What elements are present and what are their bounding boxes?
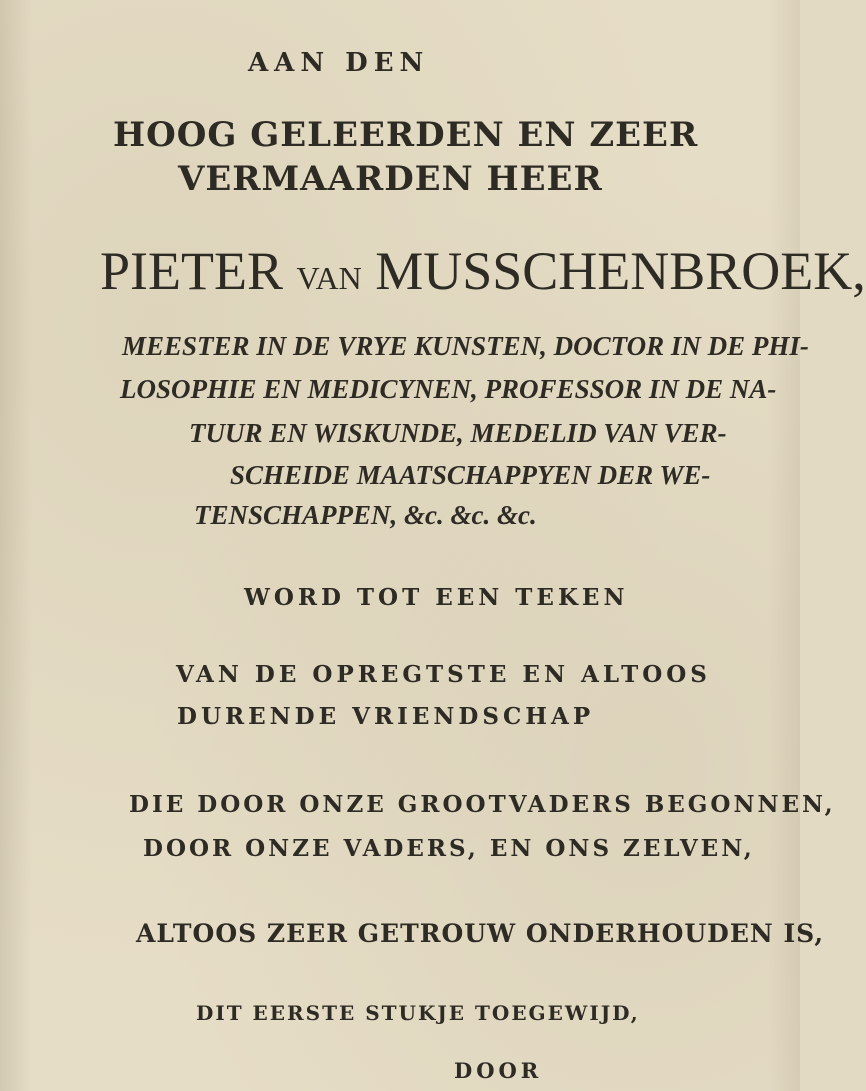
dedicatee-name — [100, 241, 866, 301]
dedicatee-last-name: MUSSCHENBROEK, — [375, 241, 866, 301]
dedication-heading-aan-den: AAN DEN — [248, 48, 430, 78]
dedicatee-title-line-2: LOSOPHIE EN MEDICYNEN, PROFESSOR IN DE NA- — [120, 374, 777, 404]
body-line-onze-vaders: DOOR ONZE VADERS, EN ONS ZELVEN, — [143, 835, 755, 862]
dedicatee-first-name: PIETER — [100, 241, 283, 301]
door-word: DOOR — [454, 1058, 543, 1083]
dedicatee-title-line-5: TENSCHAPPEN, &c. &c. &c. — [194, 500, 537, 530]
body-line-word-tot: WORD TOT EEN TEKEN — [244, 584, 629, 611]
body-line-altoos-getrouw: ALTOOS ZEER GETROUW ONDERHOUDEN IS, — [136, 919, 825, 948]
body-line-van-de-opregtste: VAN DE OPREGTSTE EN ALTOOS — [176, 661, 711, 688]
dedicatee-title-line-3: TUUR EN WISKUNDE, MEDELID VAN VER- — [189, 418, 727, 448]
dedication-line-vermaarden: VERMAARDEN HEER — [178, 159, 603, 199]
dedicatee-title-line-1: MEESTER IN DE VRYE KUNSTEN, DOCTOR IN DE PHI- — [122, 331, 809, 361]
dedication-line-hoog-geleerden: HOOG GELEERDEN EN ZEER — [113, 115, 699, 155]
body-line-grootvaders: DIE DOOR ONZE GROOTVADERS BEGONNEN, — [129, 791, 836, 818]
body-line-eerste-stukje: DIT EERSTE STUKJE TOEGEWIJD, — [196, 1001, 640, 1025]
dedicatee-title-line-4: SCHEIDE MAATSCHAPPYEN DER WE- — [230, 460, 711, 490]
body-line-durende-vriendschap: DURENDE VRIENDSCHAP — [177, 703, 595, 730]
dedicatee-name-van: VAN — [296, 260, 362, 296]
